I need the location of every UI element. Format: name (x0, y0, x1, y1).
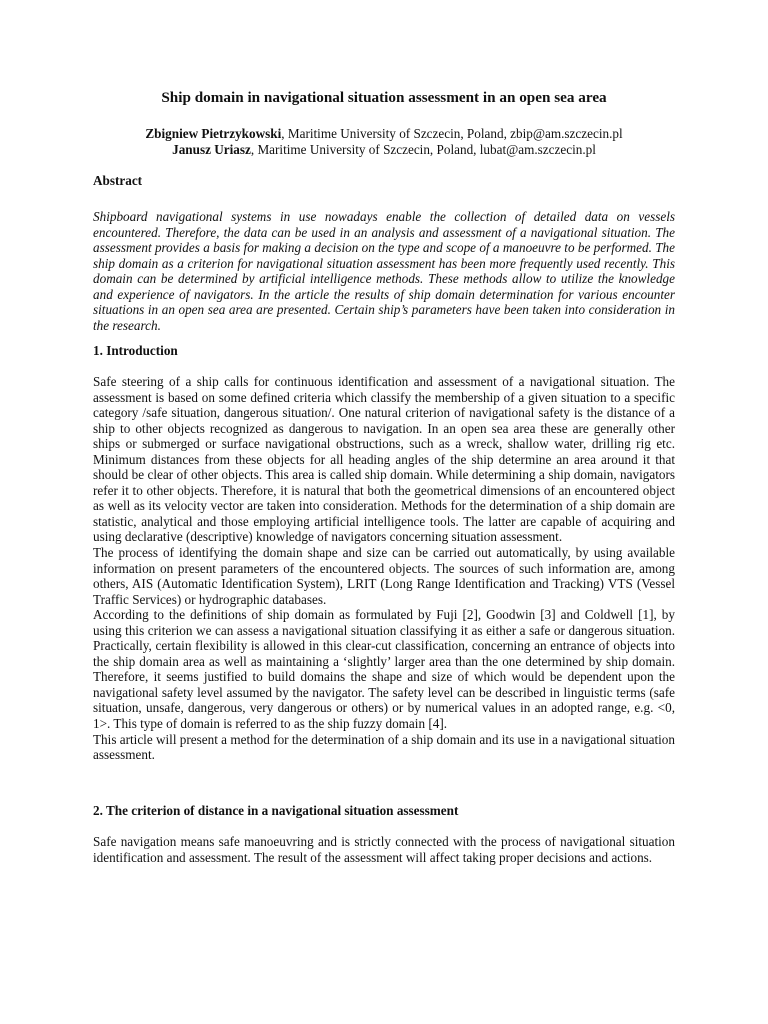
author-line-1 (93, 126, 675, 142)
section-2-paragraph-1: Safe navigation means safe manoeuvring and is strictly connected with the process of navigational situation identification and assessment. The result of the assessment will affect taking proper decisions and actions. (93, 834, 675, 865)
section-2-heading: 2. The criterion of distance in a navigational situation assessment (93, 803, 459, 818)
author-name-1: Zbigniew Pietrzykowski (145, 126, 282, 141)
author-affiliation-1: , Maritime University of Szczecin, Poland, zbip@am.szczecin.pl (281, 126, 623, 141)
author-block (93, 126, 675, 158)
section-1-heading: 1. Introduction (93, 343, 178, 358)
section-2-body (93, 834, 675, 865)
section-1-paragraph-3: According to the definitions of ship domain as formulated by Fuji [2], Goodwin [3] and Coldwell [1], by using this criterion we can assess a navigational situation classifying it as either a safe or dangerous situation. Practically, certain flexibility is allowed in this clear-cut classification, concerning an entrance of objects into the ship domain area as well as maintaining a ‘slightly’ larger area than the one determined by ship domain. Therefore, it seems justified to build domains the shape and size of which would be dependent upon the navigational safety level assumed by the navigator. The safety level can be described in linguistic terms (safe situation, unsafe, dangerous, very dangerous or others) or by numerical values in an adopted range, e.g. <0, 1>. This type of domain is referred to as the ship fuzzy domain [4]. (93, 607, 675, 732)
paper-title: Ship domain in navigational situation assessment in an open sea area (161, 89, 607, 106)
section-1-body (93, 374, 675, 763)
author-line-2 (93, 142, 675, 158)
abstract-text: Shipboard navigational systems in use nowadays enable the collection of detailed data on vessels encountered. Therefore, the data can be used in an analysis and assessment of a navigational situation. The assessment provides a basis for making a decision on the type and scope of a manoeuvre to be performed. The ship domain as a criterion for navigational situation assessment has been more frequently used recently. This domain can be determined by artificial intelligence methods. These methods allow to utilize the knowledge and experience of navigators. In the article the results of ship domain determination for various encounter situations in an open sea area are presented. Certain ship’s parameters have been taken into consideration in the research. (93, 209, 675, 333)
abstract-heading: Abstract (93, 173, 143, 188)
section-1-paragraph-2: The process of identifying the domain shape and size can be carried out automatically, by using available information on present parameters of the encountered objects. The sources of such information are, among others, AIS (Automatic Identification System), LRIT (Long Range Identification and Tracking) VTS (Vessel Traffic Services) or hydrographic databases. (93, 545, 675, 607)
author-affiliation-2: , Maritime University of Szczecin, Poland, lubat@am.szczecin.pl (250, 142, 596, 157)
section-1-paragraph-1: Safe steering of a ship calls for continuous identification and assessment of a navigational situation. The assessment is based on some defined criteria which classify the membership of a given situation to a specific category /safe situation, dangerous situation/. One natural criterion of navigational safety is the distance of a ship to other objects recognized as dangerous to navigation. In an open sea area these are generally other ships or submerged or surface navigational obstructions, such as a wreck, shallow water, drilling rig etc. Minimum distances from these objects for all heading angles of the ship determine an area around it that should be clear of other objects. This area is called ship domain. While determining a ship domain, navigators refer it to other objects. Therefore, it is natural that both the geometrical dimensions of an encountered object as well as its velocity vector are taken into consideration. Methods for the determination of a ship domain are statistic, analytical and those employing artificial intelligence tools. The latter are capable of acquiring and using declarative (descriptive) knowledge of navigators concerning situation assessment. (93, 374, 675, 545)
section-1-paragraph-4: This article will present a method for the determination of a ship domain and its use in a navigational situation assessment. (93, 731, 675, 763)
author-name-2: Janusz Uriasz (172, 142, 251, 157)
